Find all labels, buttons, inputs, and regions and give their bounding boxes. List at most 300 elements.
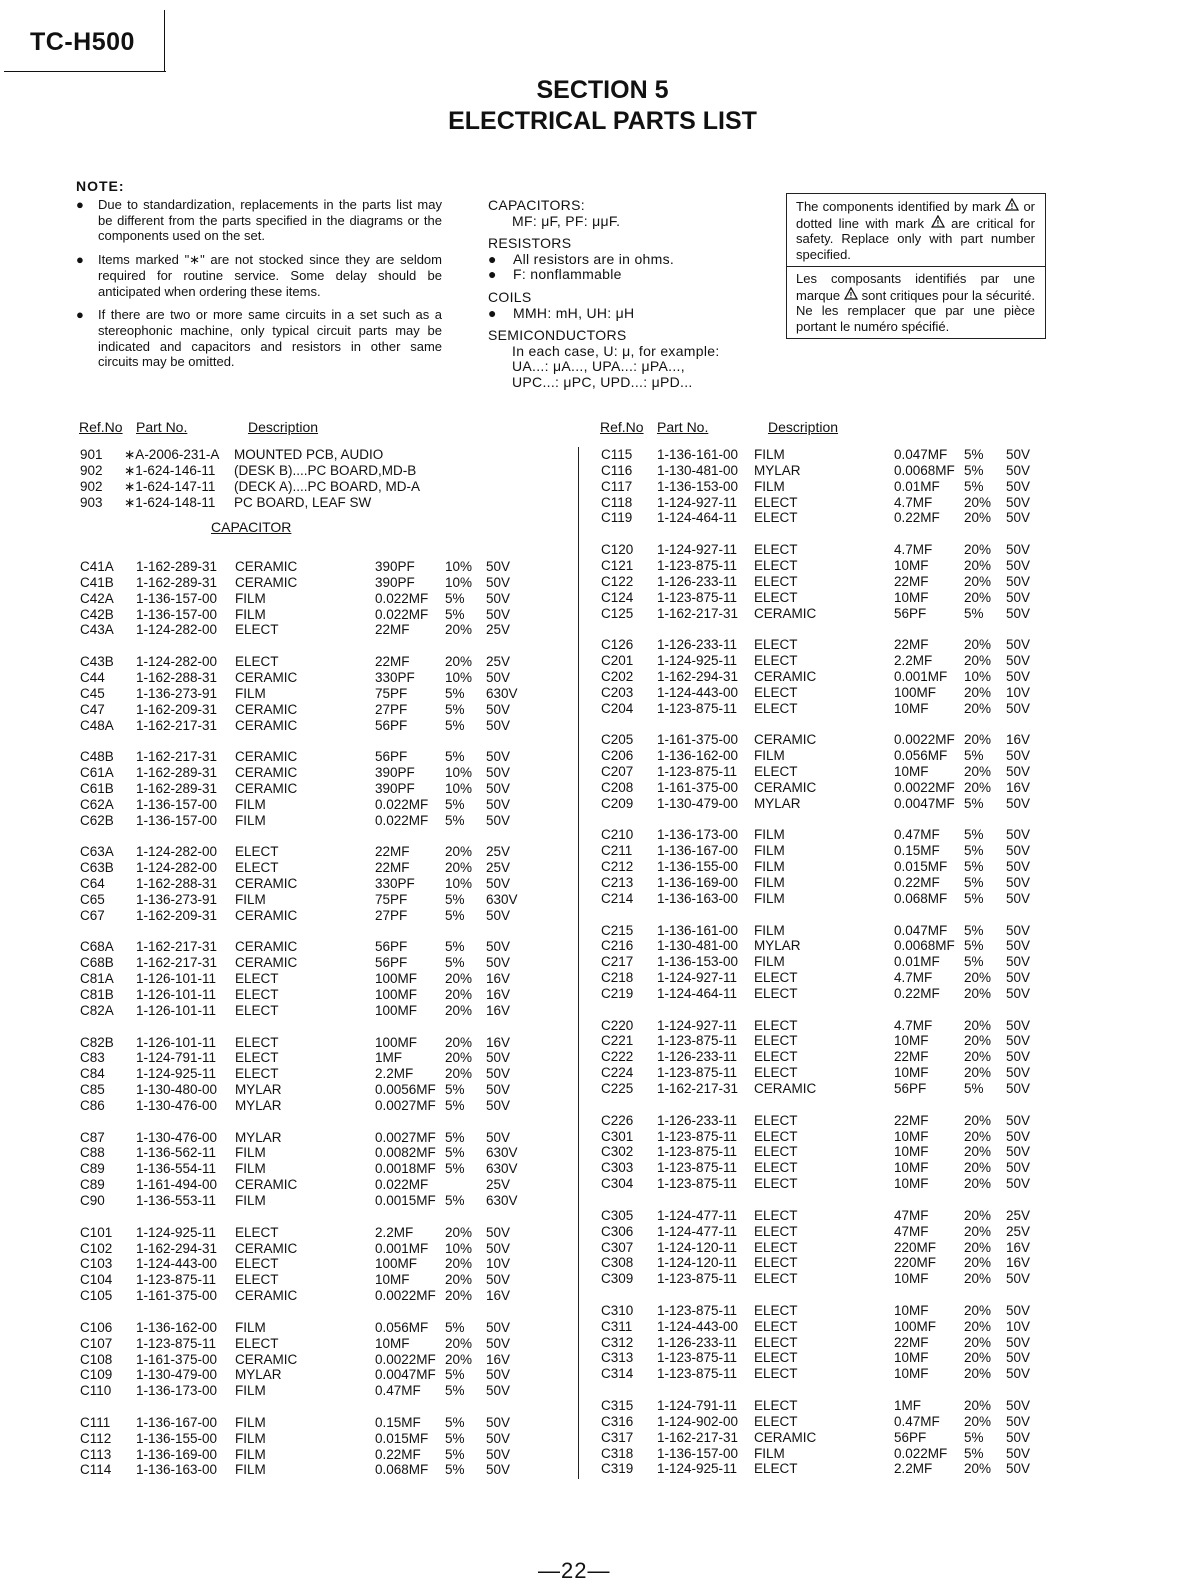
description: ELECT — [754, 1160, 798, 1176]
tolerance: 5% — [964, 462, 984, 478]
description: ELECT — [754, 1239, 798, 1255]
voltage: 50V — [486, 1082, 511, 1098]
voltage: 50V — [486, 606, 511, 622]
column-header-description: Description — [248, 419, 319, 435]
voltage: 50V — [1006, 985, 1031, 1001]
voltage: 50V — [1006, 557, 1031, 573]
ref-no: C103 — [80, 1256, 113, 1272]
ref-no: C87 — [80, 1129, 105, 1145]
part-no: 1-124-925-11 — [657, 1461, 738, 1477]
description: CERAMIC — [754, 732, 817, 748]
ref-no: 903 — [80, 494, 103, 510]
voltage: 50V — [486, 876, 511, 891]
capacitance: 10MF — [894, 1350, 929, 1366]
part-no: 1-136-162-00 — [136, 1319, 218, 1335]
description: ELECT — [754, 1271, 798, 1287]
part-no: 1-123-875-11 — [657, 1033, 738, 1049]
tolerance: 20% — [964, 637, 992, 653]
header-rule-horizontal — [4, 71, 166, 72]
description: CERAMIC — [235, 669, 298, 685]
capacitance: 10MF — [894, 589, 929, 605]
capacitance: 330PF — [375, 876, 415, 891]
legend-coils-heading: COILS — [488, 288, 532, 305]
capacitance: 2.2MF — [375, 1224, 414, 1240]
ref-no: C68B — [80, 955, 114, 971]
capacitance: 0.015MF — [894, 859, 948, 875]
ref-no: C63B — [80, 860, 114, 876]
description: MYLAR — [754, 938, 801, 954]
voltage: 50V — [1006, 668, 1031, 684]
tolerance: 20% — [445, 654, 473, 670]
ref-no: C109 — [80, 1367, 113, 1383]
voltage: 50V — [1006, 859, 1031, 875]
part-no: 1-136-273-91 — [136, 891, 218, 907]
ref-no: C86 — [80, 1097, 105, 1113]
voltage: 50V — [486, 939, 511, 955]
ref-no: C48A — [80, 717, 114, 733]
voltage: 16V — [1006, 779, 1031, 795]
capacitance: 0.0056MF — [375, 1082, 436, 1098]
part-no: ∗A-2006-231-A — [124, 447, 220, 462]
capacitance: 2.2MF — [894, 653, 933, 669]
part-no: 1-124-477-11 — [657, 1207, 738, 1223]
voltage: 50V — [1006, 494, 1031, 510]
capacitance: 0.47MF — [375, 1383, 421, 1399]
part-no: 1-162-209-31 — [136, 701, 218, 717]
description: ELECT — [235, 654, 279, 670]
warning-triangle-icon — [844, 287, 858, 302]
tolerance: 20% — [964, 1413, 992, 1429]
description: ELECT — [754, 557, 798, 573]
part-no: 1-124-443-00 — [657, 684, 739, 700]
tolerance: 10% — [445, 574, 473, 590]
note-list — [76, 197, 442, 378]
voltage: 25V — [1006, 1207, 1031, 1223]
part-no: 1-123-875-11 — [657, 1271, 738, 1287]
part-no: 1-162-217-31 — [136, 939, 218, 955]
description: ELECT — [754, 1350, 798, 1366]
voltage: 25V — [486, 654, 511, 670]
part-no: 1-126-101-11 — [136, 971, 217, 987]
ref-no: C82B — [80, 1034, 114, 1050]
voltage: 50V — [1006, 1160, 1031, 1176]
description: CERAMIC — [235, 1177, 298, 1193]
ref-no: C43B — [80, 654, 114, 670]
ref-no: C116 — [601, 462, 633, 478]
tolerance: 5% — [445, 606, 465, 622]
tolerance: 5% — [445, 1161, 465, 1177]
tolerance: 5% — [445, 701, 465, 717]
description: (DECK A)....PC BOARD, MD-A — [234, 478, 421, 494]
tolerance: 20% — [964, 1318, 992, 1334]
tolerance: 20% — [964, 1398, 992, 1413]
capacitance: 10MF — [894, 1128, 929, 1144]
part-no: 1-130-479-00 — [657, 795, 739, 811]
ref-no: C85 — [80, 1082, 105, 1098]
column-header-part: Part No. — [136, 419, 188, 435]
capacitance: 0.0068MF — [894, 462, 955, 478]
ref-no: C44 — [80, 669, 105, 685]
capacitance: 0.0022MF — [375, 1351, 436, 1367]
part-no: 1-123-875-11 — [136, 1335, 217, 1351]
ref-no: C209 — [601, 795, 634, 811]
capacitance: 10MF — [375, 1335, 410, 1351]
capacitance: 100MF — [894, 1318, 937, 1334]
voltage: 50V — [1006, 605, 1031, 621]
safety-text: or dotted line with mark — [796, 199, 1035, 231]
column-header-description: Description — [768, 419, 839, 435]
voltage: 16V — [486, 986, 511, 1002]
tolerance: 5% — [445, 812, 465, 828]
voltage: 50V — [1006, 1128, 1031, 1144]
warning-triangle-icon — [931, 215, 945, 230]
voltage: 16V — [1006, 732, 1031, 748]
ref-no: C47 — [80, 701, 105, 717]
part-no: 1-161-494-00 — [136, 1177, 218, 1193]
ref-no: C301 — [601, 1128, 634, 1144]
tolerance: 5% — [445, 1430, 465, 1446]
note-text: If there are two or more same circuits in a set such as a stereophonic machine, only typical circuit parts may be indicated and capacitors and resistors in other same circuits may be omitted. — [98, 307, 442, 370]
description: ELECT — [235, 622, 279, 638]
voltage: 50V — [1006, 510, 1031, 526]
capacitance: 4.7MF — [894, 542, 933, 558]
part-no: 1-136-153-00 — [657, 954, 739, 970]
ref-no: C45 — [80, 685, 105, 701]
capacitance: 10MF — [894, 764, 929, 779]
voltage: 25V — [1006, 1223, 1031, 1239]
capacitance: 0.0022MF — [375, 1288, 436, 1304]
description: ELECT — [754, 1318, 798, 1334]
part-no: 1-136-157-00 — [136, 606, 218, 622]
tolerance: 5% — [445, 907, 465, 923]
description: FILM — [754, 1445, 785, 1461]
ref-no: C104 — [80, 1272, 113, 1288]
ref-no: C308 — [601, 1255, 634, 1271]
description: CERAMIC — [235, 765, 298, 781]
tolerance: 20% — [964, 1239, 992, 1255]
tolerance: 20% — [445, 1034, 473, 1050]
part-no: 1-161-375-00 — [136, 1351, 218, 1367]
part-no: 1-124-282-00 — [136, 622, 218, 638]
header-rule-vertical — [164, 10, 165, 72]
part-no: 1-123-875-11 — [657, 700, 738, 716]
ref-no: C313 — [601, 1350, 634, 1366]
voltage: 50V — [486, 812, 511, 828]
capacitance: 0.022MF — [375, 812, 429, 828]
part-no: 1-124-120-11 — [657, 1239, 738, 1255]
page-number: —22— — [538, 1558, 611, 1583]
ref-no: C315 — [601, 1398, 634, 1413]
voltage: 16V — [486, 1002, 511, 1018]
description: CERAMIC — [235, 574, 298, 590]
ref-no: C215 — [601, 922, 634, 938]
description: FILM — [235, 1430, 266, 1446]
ref-no: C48B — [80, 749, 114, 765]
voltage: 50V — [1006, 1144, 1031, 1160]
voltage: 50V — [486, 669, 511, 685]
ref-no: C83 — [80, 1050, 105, 1066]
part-no: 1-136-157-00 — [136, 812, 218, 828]
ref-no: C113 — [80, 1446, 112, 1462]
tolerance: 20% — [964, 510, 992, 526]
tolerance: 5% — [445, 796, 465, 812]
bullet-icon: ● — [488, 304, 497, 321]
capacitance: 330PF — [375, 669, 415, 685]
tolerance: 5% — [964, 478, 984, 494]
voltage: 50V — [1006, 764, 1031, 779]
capacitance: 2.2MF — [375, 1066, 414, 1082]
capacitance: 0.001MF — [375, 1240, 429, 1256]
capacitance: 0.047MF — [894, 922, 948, 938]
bullet-icon: ● — [76, 252, 84, 268]
capacitance: 0.0018MF — [375, 1161, 436, 1177]
voltage: 50V — [486, 559, 511, 574]
voltage: 50V — [1006, 1398, 1031, 1413]
ref-no: C221 — [601, 1033, 634, 1049]
description: FILM — [235, 1414, 266, 1430]
capacitance: 56PF — [894, 605, 927, 621]
part-no: 1-123-875-11 — [657, 1366, 738, 1382]
description: ELECT — [754, 1207, 798, 1223]
part-no: 1-136-167-00 — [657, 843, 739, 859]
tolerance: 5% — [445, 891, 465, 907]
capacitance: 100MF — [375, 1256, 418, 1272]
voltage: 50V — [1006, 700, 1031, 716]
part-no: 1-136-161-00 — [657, 447, 739, 462]
part-no: 1-162-217-31 — [136, 749, 218, 765]
tolerance: 5% — [964, 605, 984, 621]
capacitance: 22MF — [894, 1049, 929, 1065]
tolerance: 20% — [964, 1366, 992, 1382]
voltage: 50V — [1006, 970, 1031, 986]
ref-no: C81B — [80, 986, 114, 1002]
legend-item-text: All resistors are in ohms. — [513, 250, 675, 267]
tolerance: 20% — [964, 779, 992, 795]
description: ELECT — [754, 970, 798, 986]
capacitance: 0.0022MF — [894, 732, 955, 748]
voltage: 50V — [1006, 1081, 1031, 1096]
ref-no: C90 — [80, 1193, 105, 1208]
tolerance: 10% — [445, 780, 473, 796]
capacitance: 0.01MF — [894, 954, 940, 970]
voltage: 50V — [1006, 1461, 1031, 1477]
voltage: 50V — [1006, 1366, 1031, 1382]
ref-no: C213 — [601, 874, 634, 890]
part-no: 1-123-875-11 — [657, 1144, 738, 1160]
part-no: 1-126-233-11 — [657, 637, 738, 653]
description: ELECT — [754, 1255, 798, 1271]
part-no: 1-162-217-31 — [136, 717, 218, 733]
column-header-part: Part No. — [657, 419, 709, 435]
tolerance: 20% — [445, 860, 473, 876]
voltage: 630V — [486, 891, 518, 907]
capacitance: 0.22MF — [375, 1446, 421, 1462]
ref-no: C201 — [601, 653, 634, 669]
part-no: 1-162-217-31 — [136, 955, 218, 971]
legend-semi-heading: SEMICONDUCTORS — [488, 327, 627, 344]
part-no: ∗1-624-147-11 — [124, 478, 216, 494]
voltage: 50V — [1006, 795, 1031, 811]
tolerance: 20% — [964, 494, 992, 510]
ref-no: C68A — [80, 939, 114, 955]
description: ELECT — [235, 1050, 279, 1066]
part-no: 1-124-927-11 — [657, 542, 738, 558]
tolerance: 5% — [964, 874, 984, 890]
voltage: 50V — [1006, 1065, 1031, 1081]
tolerance: 20% — [964, 1271, 992, 1287]
ref-no: C222 — [601, 1049, 634, 1065]
tolerance: 5% — [445, 590, 465, 606]
ref-no: 902 — [80, 478, 103, 494]
tolerance: 5% — [445, 1097, 465, 1113]
voltage: 50V — [486, 907, 511, 923]
description: ELECT — [754, 510, 798, 526]
ref-no: C67 — [80, 907, 105, 923]
capacitance: 100MF — [375, 1002, 418, 1018]
legend-capacitors-heading: CAPACITORS: — [488, 197, 585, 213]
ref-no: C208 — [601, 779, 634, 795]
description: MYLAR — [235, 1097, 282, 1113]
ref-no: C309 — [601, 1271, 634, 1287]
part-no: 1-162-289-31 — [136, 559, 218, 574]
ref-no: C82A — [80, 1002, 114, 1018]
voltage: 50V — [486, 701, 511, 717]
description: ELECT — [754, 637, 798, 653]
voltage: 50V — [486, 1129, 511, 1145]
part-no: 1-161-375-00 — [657, 732, 739, 748]
description: FILM — [235, 812, 266, 828]
safety-text: The components identified by mark — [796, 199, 1001, 214]
ref-no: C225 — [601, 1081, 634, 1096]
capacitance: 47MF — [894, 1223, 929, 1239]
part-no: 1-124-464-11 — [657, 510, 738, 526]
tolerance: 20% — [445, 1050, 473, 1066]
part-no: 1-123-875-11 — [136, 1272, 217, 1288]
voltage: 630V — [486, 1161, 518, 1177]
ref-no: C108 — [80, 1351, 113, 1367]
tolerance: 20% — [964, 653, 992, 669]
part-no: 1-124-791-11 — [136, 1050, 217, 1066]
ref-no: C88 — [80, 1145, 105, 1161]
description: FILM — [754, 827, 785, 843]
voltage: 16V — [486, 1351, 511, 1367]
capacitance: 0.22MF — [894, 985, 940, 1001]
tolerance: 20% — [445, 1351, 473, 1367]
ref-no: C204 — [601, 700, 634, 716]
capacitance: 0.022MF — [375, 796, 429, 812]
tolerance: 20% — [964, 732, 992, 748]
ref-no: C210 — [601, 827, 634, 843]
capacitance: 2.2MF — [894, 1461, 933, 1477]
tolerance: 5% — [964, 922, 984, 938]
ref-no: C105 — [80, 1288, 113, 1304]
tolerance: 20% — [964, 1350, 992, 1366]
voltage: 50V — [486, 717, 511, 733]
tolerance: 5% — [964, 827, 984, 843]
tolerance: 20% — [964, 542, 992, 558]
ref-no: C303 — [601, 1160, 634, 1176]
description: ELECT — [754, 1017, 798, 1033]
tolerance: 20% — [964, 589, 992, 605]
ref-no: C101 — [80, 1224, 113, 1240]
description: CERAMIC — [235, 955, 298, 971]
ref-no: C106 — [80, 1319, 113, 1335]
ref-no: C89 — [80, 1177, 105, 1193]
capacitor-section-heading: CAPACITOR — [211, 519, 292, 536]
voltage: 25V — [486, 844, 511, 860]
units-legend — [488, 198, 773, 391]
ref-no: C310 — [601, 1302, 634, 1318]
voltage: 50V — [486, 765, 511, 781]
description: FILM — [754, 890, 785, 906]
ref-no: C111 — [80, 1414, 111, 1430]
voltage: 50V — [1006, 1334, 1031, 1350]
tolerance: 5% — [445, 717, 465, 733]
bullet-icon: ● — [76, 307, 84, 323]
tolerance: 20% — [964, 1461, 992, 1477]
legend-item-text: F: nonflammable — [513, 266, 622, 283]
description: FILM — [754, 922, 785, 938]
note-item — [76, 307, 442, 370]
capacitance: 0.0022MF — [894, 779, 955, 795]
voltage: 50V — [1006, 1445, 1031, 1461]
description: MYLAR — [235, 1129, 282, 1145]
bullet-icon: ● — [488, 266, 497, 283]
tolerance: 20% — [964, 557, 992, 573]
part-no: 1-126-233-11 — [657, 1049, 738, 1065]
description: CERAMIC — [235, 1240, 298, 1256]
tolerance: 5% — [445, 1129, 465, 1145]
ref-no: C62B — [80, 812, 114, 828]
description: ELECT — [754, 494, 798, 510]
ref-no: C214 — [601, 890, 634, 906]
description: CERAMIC — [754, 779, 817, 795]
description: FILM — [235, 685, 266, 701]
tolerance: 5% — [445, 1319, 465, 1335]
ref-no: C124 — [601, 589, 634, 605]
part-no: 1-136-153-00 — [657, 478, 739, 494]
voltage: 50V — [1006, 1176, 1031, 1192]
part-no: 1-162-289-31 — [136, 765, 218, 781]
capacitance: 390PF — [375, 765, 415, 781]
ref-no: C62A — [80, 796, 114, 812]
ref-no: C118 — [601, 494, 633, 510]
model-label: TC-H500 — [30, 28, 135, 56]
ref-no: C89 — [80, 1161, 105, 1177]
part-no: 1-130-479-00 — [136, 1367, 218, 1383]
description: FILM — [235, 1319, 266, 1335]
description: ELECT — [754, 653, 798, 669]
description: CERAMIC — [235, 780, 298, 796]
capacitance: 56PF — [375, 939, 408, 955]
part-no: 1-136-157-00 — [657, 1445, 739, 1461]
voltage: 50V — [486, 1066, 511, 1082]
part-no: 1-136-163-00 — [136, 1462, 218, 1478]
ref-no: C318 — [601, 1445, 634, 1461]
voltage: 50V — [1006, 1033, 1031, 1049]
description: ELECT — [235, 1002, 279, 1018]
part-no: 1-123-875-11 — [657, 1302, 738, 1318]
part-no: 1-123-875-11 — [657, 1160, 738, 1176]
ref-no: C117 — [601, 478, 633, 494]
tolerance: 20% — [964, 1302, 992, 1318]
part-no: 1-126-101-11 — [136, 986, 217, 1002]
voltage: 50V — [1006, 637, 1031, 653]
voltage: 50V — [486, 1097, 511, 1113]
voltage: 50V — [486, 1367, 511, 1383]
description: ELECT — [754, 1033, 798, 1049]
ref-no: C305 — [601, 1207, 634, 1223]
